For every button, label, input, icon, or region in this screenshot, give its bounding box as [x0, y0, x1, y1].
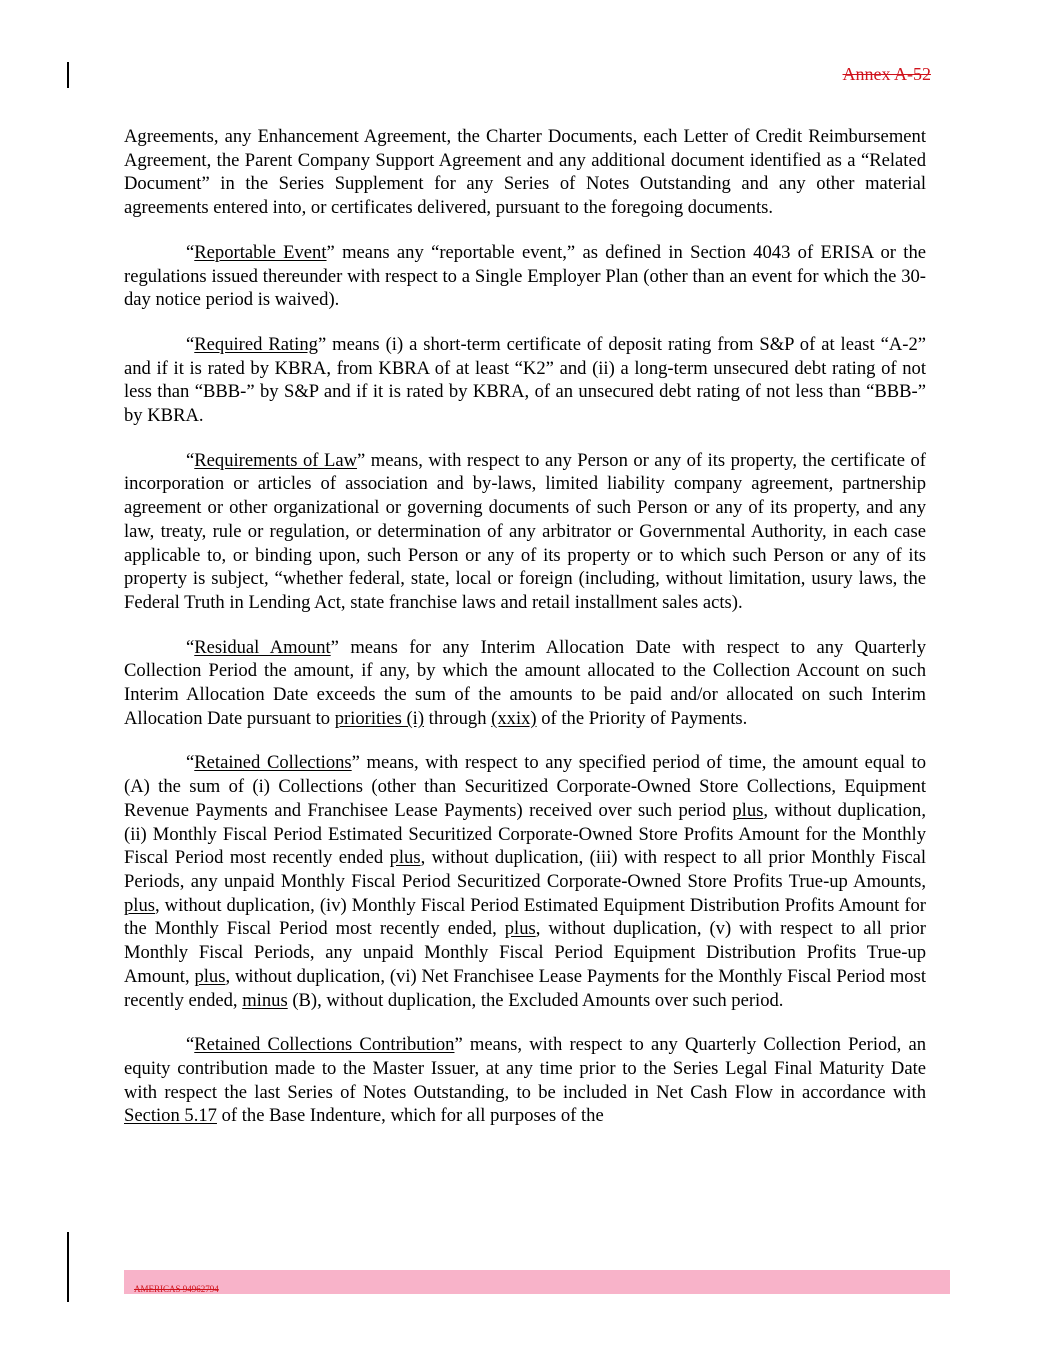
defined-term: Reportable Event [194, 241, 327, 263]
definition-requirements-of-law [124, 449, 926, 615]
definition-text: ” means for any Interim Allocation Date with respect to any Quarterly Collection Period the amount, if any, by which the amount allocated to the Collection Account on such Interim Allocation Date exceeds the sum of the amounts to be paid and/or allocated on such Interim Allocation Date pursuant to [124, 636, 926, 729]
definition-text: , without duplication, (iii) with respect to all prior Monthly Fiscal Periods, any unpaid Monthly Fiscal Period Securitized Corporate-Owned Store Profits True-up Amounts, [124, 847, 926, 892]
definition-text: ” means, with respect to any Quarterly Collection Period, an equity contribution made to the Master Issuer, at any time prior to the Series Legal Final Maturity Date with respect the last Series of Notes Outstanding, to be included in Net Cash Flow in accordance with [124, 1034, 927, 1103]
emphasis-term: plus [124, 894, 155, 916]
definition-text: , without duplication, (iv) Monthly Fiscal Period Estimated Equipment Distribution Profits Amount for the Monthly Fiscal Period most recently ended, [124, 894, 926, 940]
annex-label: Annex A-52 [842, 64, 931, 84]
definition-text: through [424, 707, 492, 729]
emphasis-term: plus [732, 799, 764, 821]
definition-retained-collections [124, 751, 926, 1012]
document-body [124, 125, 926, 1128]
defined-term: Residual Amount [194, 636, 331, 658]
definition-text: of the Base Indenture, which for all purposes of the [216, 1105, 604, 1127]
change-bar-bottom [67, 1232, 69, 1302]
definition-text: ” means, with respect to any Person or any of its property, the certificate of incorporation or articles of association and by-laws, limited liability company agreement, partnership agreement or other organizational or governing documents of such Person or any of its property, and any law, treaty, rule or regulation, or determination of any arbitrator or Governmental Authority, in each case applicable to, or binding upon, such Person or any of its property or to which such Person or any of its property is subject, “whether federal, state, local or foreign (including, without limitation, usury laws, the Federal Truth in Lending Act, state franchise laws and retail installment sales acts). [124, 449, 926, 613]
defined-term: Retained Collections Contribution [194, 1034, 455, 1056]
definition-text: ” means, with respect to any specified period of time, the amount equal to (A) the sum of (i) Collections (other than Securitized Corporate-Owned Store Collections, Equipment Revenue Payments and Franchisee Lease Payments) received over such period [124, 752, 926, 821]
change-bar-top [67, 62, 69, 88]
definition-required-rating [124, 333, 926, 428]
open-quote: “ [186, 752, 195, 774]
definition-text: (B), without duplication, the Excluded Amounts over such period. [287, 989, 784, 1011]
open-quote: “ [186, 449, 195, 471]
footer-band [124, 1270, 950, 1294]
open-quote: “ [186, 1034, 195, 1056]
emphasis-term: plus [389, 847, 421, 869]
definition-text: , without duplication, (v) with respect to all prior Monthly Fiscal Periods, any unpaid Monthly Fiscal Period Equipment Distribution Profits True-up Amount, [124, 918, 926, 987]
definition-retained-collections-contribution [124, 1033, 926, 1128]
document-id: AMERICAS 94962794 [134, 1284, 219, 1294]
emphasis-term: plus [504, 918, 536, 940]
definition-reportable-event [124, 241, 926, 312]
definition-text: of the Priority of Payments. [536, 707, 748, 729]
open-quote: “ [186, 333, 195, 355]
open-quote: “ [186, 241, 195, 263]
definition-text: , without duplication, (vi) Net Franchisee Lease Payments for the Monthly Fiscal Period most recently ended, [124, 965, 926, 1011]
defined-term: Required Rating [194, 333, 318, 355]
defined-term: Retained Collections [194, 752, 352, 774]
cross-reference: Section 5.17 [124, 1105, 217, 1127]
cross-reference: priorities (i) [334, 707, 425, 729]
paragraph-continuation: Agreements, any Enhancement Agreement, the Charter Documents, each Letter of Credit Reimbursement Agreement, the Parent Company Support Agreement and any additional document identified as a “Related Document” in the Series Supplement for any Series of Notes Outstanding and any other material agreements entered into, or certificates delivered, pursuant to the foregoing documents. [124, 126, 926, 219]
definition-residual-amount [124, 636, 926, 731]
definition-text: ” means (i) a short-term certificate of deposit rating from S&P of at least “A-2” and if it is rated by KBRA, from KBRA of at least “K2” and (ii) a long-term unsecured debt rating of not less than “BBB-” by S&P and if it is rated by KBRA, of an unsecured debt rating of not less than “BBB-” by KBRA. [124, 333, 926, 427]
open-quote: “ [186, 636, 195, 658]
definition-text: ” means any “reportable event,” as defined in Section 4043 of ERISA or the regulations issued thereunder with respect to a Single Employer Plan (other than an event for which the 30-day notice period is waived). [124, 241, 927, 311]
definition-text: , without duplication, (ii) Monthly Fiscal Period Estimated Securitized Corporate-Owned Store Profits Amount for the Monthly Fiscal Period most recently ended [124, 799, 926, 869]
cross-reference: (xxix) [491, 707, 537, 729]
emphasis-term: plus [194, 965, 226, 987]
emphasis-term: minus [242, 989, 288, 1011]
defined-term: Requirements of Law [194, 449, 358, 471]
